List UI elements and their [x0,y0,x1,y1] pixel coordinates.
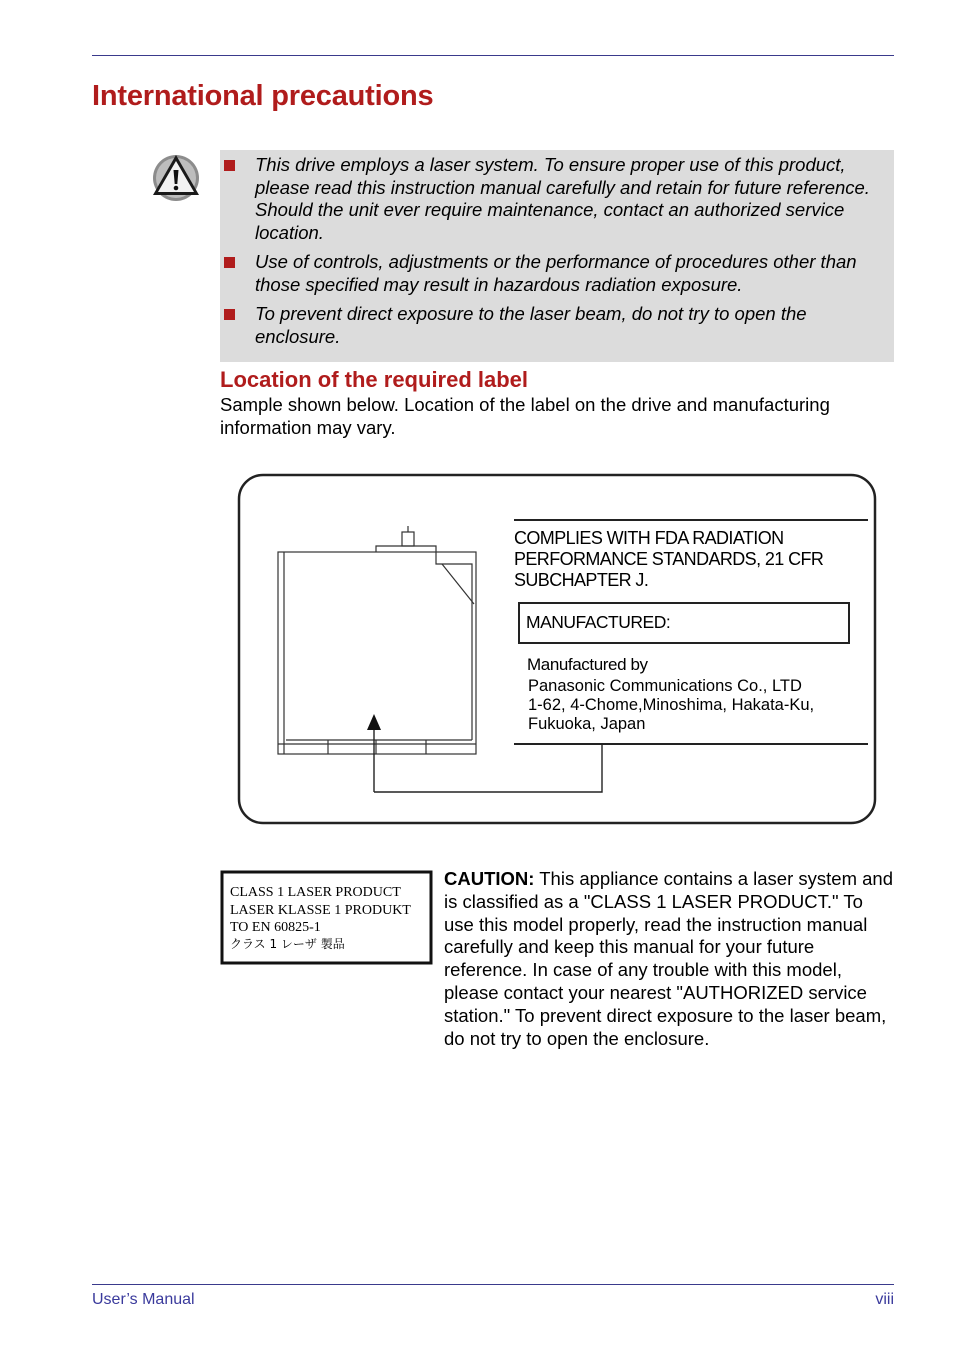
bullet-square-icon [224,309,235,320]
warning-item [220,251,886,296]
class-label-line: クラス 1 レーザ 製品 [230,937,345,951]
class-label-line: CLASS 1 LASER PRODUCT [230,885,401,900]
compliance-line: SUBCHAPTER J. [514,570,649,590]
caution-body: This appliance contains a laser system and is classified as a "CLASS 1 LASER PRODUCT." To use this model properly, read the instruction manual carefully and keep this manual for your future reference. In case of any trouble with this model, please contact your nearest "AUTHORIZED service station." To prevent direct exposure to the laser beam, do not try to open the enclosure. [444,868,893,1049]
manufactured-field: MANUFACTURED: [526,612,671,632]
warning-text: This drive employs a laser system. To ensure proper use of this product, please read this instruction manual carefully and retain for future reference. Should the unit ever require maintenance, contact an authorized service location. [255,154,870,243]
footer-rule [92,1284,894,1285]
manufacturer-line: Fukuoka, Japan [528,715,646,733]
warning-text: To prevent direct exposure to the laser beam, do not try to open the enclosure. [255,303,807,347]
drive-drawing [278,526,476,754]
compliance-line: PERFORMANCE STANDARDS, 21 CFR [514,549,824,569]
warning-item [220,303,886,348]
manufactured-by-heading: Manufactured by [527,655,648,674]
footer-manual-title: User’s Manual [92,1291,195,1308]
manufacturer-line: Panasonic Communications Co., LTD [528,677,802,695]
warning-triangle-icon [150,150,202,202]
class-label-line: TO EN 60825-1 [230,920,321,935]
manufacturer-line: 1-62, 4-Chome,Minoshima, Hakata-Ku, [528,696,815,714]
warning-box [220,150,894,362]
drive-label-diagram [236,472,878,826]
bullet-square-icon [224,257,235,268]
arrow-head [367,714,381,730]
footer-page-number: viii [875,1291,894,1308]
caution-paragraph [444,868,896,1050]
header-rule [92,55,894,56]
class-label-line: LASER KLASSE 1 PRODUKT [230,903,411,918]
section-heading: Location of the required label [220,367,529,392]
class-1-laser-label [220,870,433,965]
caution-label: CAUTION: [444,868,535,889]
warning-text: Use of controls, adjustments or the performance of procedures other than those specified may result in hazardous radiation exposure. [255,251,857,295]
bullet-square-icon [224,160,235,171]
warning-item [220,154,886,244]
page-title: International precautions [92,80,434,112]
intro-paragraph: Sample shown below. Location of the label on the drive and manufacturing information may vary. [220,394,830,438]
compliance-line: COMPLIES WITH FDA RADIATION [514,528,784,548]
